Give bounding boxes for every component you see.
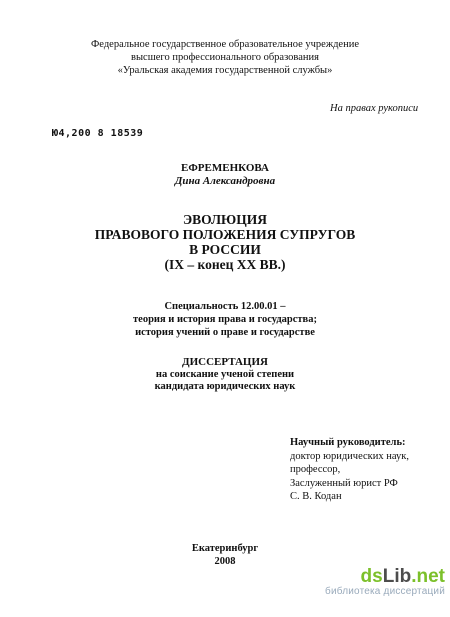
thesis-title — [0, 212, 450, 272]
footer-city: Екатеринбург — [191, 543, 259, 554]
watermark-subtitle: библиотека диссертаций — [325, 586, 445, 597]
watermark-logo-mid: Lib — [382, 566, 412, 587]
institution-line-1: Федеральное государственное образовательное учреждение — [91, 39, 359, 50]
institution-line-3: «Уральская академия государственной службы» — [117, 65, 333, 76]
watermark-logo-left: ds — [360, 566, 383, 587]
supervisor-heading: Научный руководитель: — [290, 437, 406, 448]
footer-year: 2008 — [214, 555, 236, 567]
title-line-1: ЭВОЛЮЦИЯ — [183, 212, 267, 227]
specialty-line-2: теория и история права и государства; — [133, 314, 317, 325]
dissertation-line-1: на соискание ученой степени — [155, 368, 295, 380]
manuscript-rights-note: На правах рукописи — [330, 103, 419, 114]
watermark-logo[interactable] — [300, 566, 445, 597]
specialty-line-1: Специальность 12.00.01 – — [164, 301, 286, 312]
title-line-4: (IX – конец XX ВВ.) — [164, 257, 286, 272]
supervisor-name: С. В. Кодан — [290, 491, 342, 502]
supervisor-block — [290, 436, 409, 504]
library-stamp-code: Ю4,200 8 18539 — [52, 128, 144, 139]
watermark-logo-text — [300, 566, 445, 588]
dissertation-line-2: кандидата юридических наук — [154, 381, 296, 392]
watermark-logo-right: .net — [411, 566, 445, 587]
supervisor-rank: профессор, — [290, 464, 341, 475]
author-surname: ЕФРЕМЕНКОВА — [181, 162, 269, 174]
footer-block — [0, 543, 450, 568]
dissertation-block — [0, 356, 450, 394]
institution-header — [0, 38, 450, 77]
institution-line-2: высшего профессионального образования — [131, 52, 319, 63]
supervisor-degree: доктор юридических наук, — [290, 450, 409, 462]
author-given-name: Дина Александровна — [174, 175, 276, 187]
author-block — [0, 162, 450, 188]
title-line-2: ПРАВОВОГО ПОЛОЖЕНИЯ СУПРУГОВ — [94, 227, 356, 242]
title-line-3: В РОССИИ — [189, 242, 261, 257]
dissertation-heading: ДИССЕРТАЦИЯ — [182, 356, 268, 368]
specialty-block — [0, 300, 450, 339]
supervisor-honor: Заслуженный юрист РФ — [290, 477, 398, 489]
specialty-line-3: история учений о праве и государстве — [135, 327, 315, 338]
